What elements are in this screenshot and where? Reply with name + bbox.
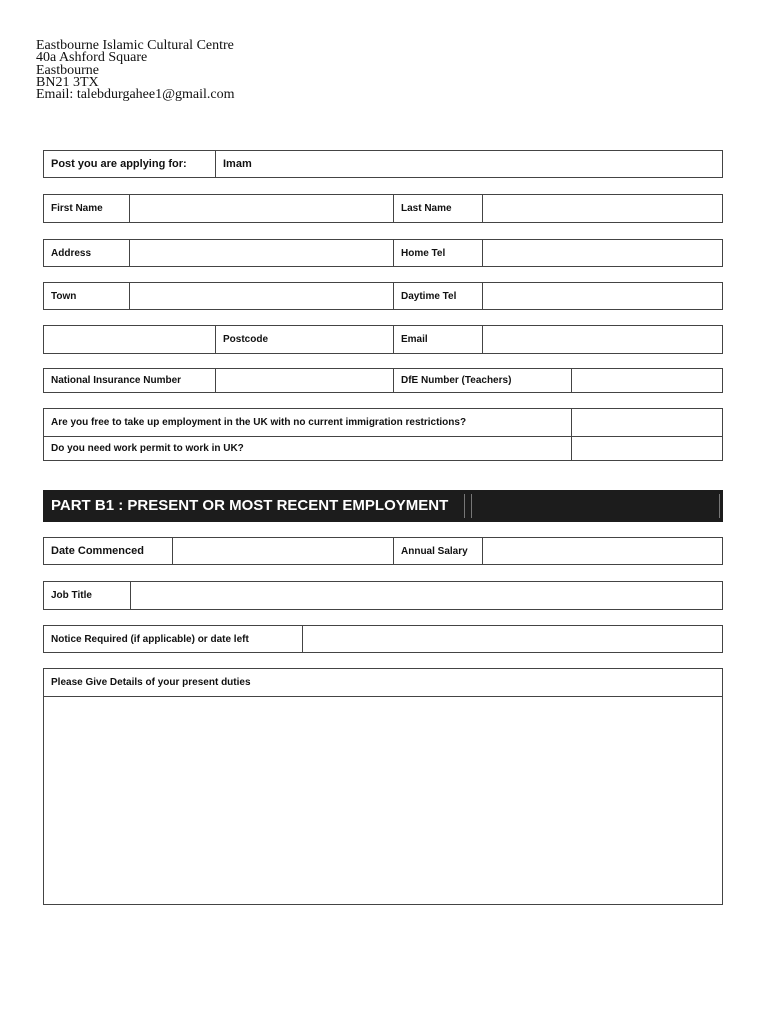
notice-input[interactable] (303, 626, 722, 652)
date-commenced-label: Date Commenced (51, 545, 144, 557)
address-line-org: Eastbourne Islamic Cultural Centre (36, 38, 234, 53)
address-input[interactable] (130, 240, 393, 266)
address-line-email: Email: talebdurgahee1@gmail.com (36, 87, 235, 103)
home-tel-field[interactable] (482, 240, 722, 266)
address-extra-input[interactable] (44, 326, 215, 353)
address-row (43, 239, 723, 267)
last-name-label: Last Name (393, 195, 482, 222)
last-name-input[interactable] (483, 195, 722, 222)
dfe-number-field[interactable] (571, 369, 722, 392)
immigration-questions (43, 408, 723, 461)
job-title-label: Job Title (51, 590, 92, 601)
town-label: Town (51, 290, 77, 302)
duties-textarea[interactable] (44, 697, 722, 904)
postcode-label: Postcode (215, 326, 393, 353)
address-label: Address (51, 247, 92, 259)
first-name-label: First Name (51, 203, 103, 214)
employment-dates-row (43, 537, 723, 565)
post-value[interactable]: Imam (215, 151, 722, 177)
address-line-postcode: BN21 3TX (36, 74, 99, 90)
address-line-street: 40a Ashford Square (36, 50, 148, 66)
divider (719, 494, 720, 518)
duties-label: Please Give Details of your present duties (51, 677, 251, 688)
organisation-address (36, 40, 234, 101)
first-name-input[interactable] (130, 195, 393, 222)
divider (471, 494, 472, 518)
question-free-to-work: Are you free to take up employment in the UK with no current immigration restrictions? (51, 417, 467, 428)
section-title: PART B1 : PRESENT OR MOST RECENT EMPLOYMENT (51, 497, 449, 514)
home-tel-input[interactable] (483, 240, 722, 266)
address-field[interactable] (129, 240, 393, 266)
notice-field[interactable] (302, 626, 722, 652)
date-commenced-input[interactable] (173, 538, 393, 564)
email-label: Email (393, 326, 482, 353)
answer-work-permit-input[interactable] (572, 436, 722, 460)
ni-number-input[interactable] (216, 369, 393, 392)
dfe-number-input[interactable] (572, 369, 722, 392)
post-label: Post you are applying for: (51, 158, 187, 170)
email-field[interactable] (482, 326, 722, 353)
question-work-permit: Do you need work permit to work in UK? (51, 442, 244, 454)
duties-field[interactable] (44, 697, 722, 904)
section-banner (43, 490, 723, 522)
divider (464, 494, 465, 518)
town-input[interactable] (130, 283, 393, 309)
home-tel-label: Home Tel (393, 240, 482, 266)
name-row (43, 194, 723, 223)
answer-free-to-work[interactable] (571, 409, 722, 436)
notice-row (43, 625, 723, 653)
date-commenced-field[interactable] (172, 538, 393, 564)
daytime-tel-field[interactable] (482, 283, 722, 309)
address-extra-field[interactable] (44, 326, 215, 353)
daytime-tel-label: Daytime Tel (393, 283, 482, 309)
annual-salary-field[interactable] (482, 538, 722, 564)
ni-number-field[interactable] (215, 369, 393, 392)
postcode-row (43, 325, 723, 354)
job-title-row (43, 581, 723, 610)
answer-free-to-work-input[interactable] (572, 409, 722, 436)
first-name-field[interactable] (129, 195, 393, 222)
daytime-tel-input[interactable] (483, 283, 722, 309)
annual-salary-label: Annual Salary (393, 538, 482, 564)
address-line-town: Eastbourne (36, 62, 99, 78)
annual-salary-input[interactable] (483, 538, 722, 564)
job-title-field[interactable] (130, 582, 722, 609)
dfe-number-label: DfE Number (Teachers) (393, 369, 571, 392)
notice-label: Notice Required (if applicable) or date left (51, 633, 249, 645)
town-field[interactable] (129, 283, 393, 309)
answer-work-permit[interactable] (571, 436, 722, 460)
duties-box (43, 668, 723, 905)
last-name-field[interactable] (482, 195, 722, 222)
post-row (43, 150, 723, 178)
ni-row (43, 368, 723, 393)
job-title-input[interactable] (131, 582, 722, 609)
town-row (43, 282, 723, 310)
email-input[interactable] (483, 326, 722, 353)
ni-number-label: National Insurance Number (51, 375, 182, 386)
